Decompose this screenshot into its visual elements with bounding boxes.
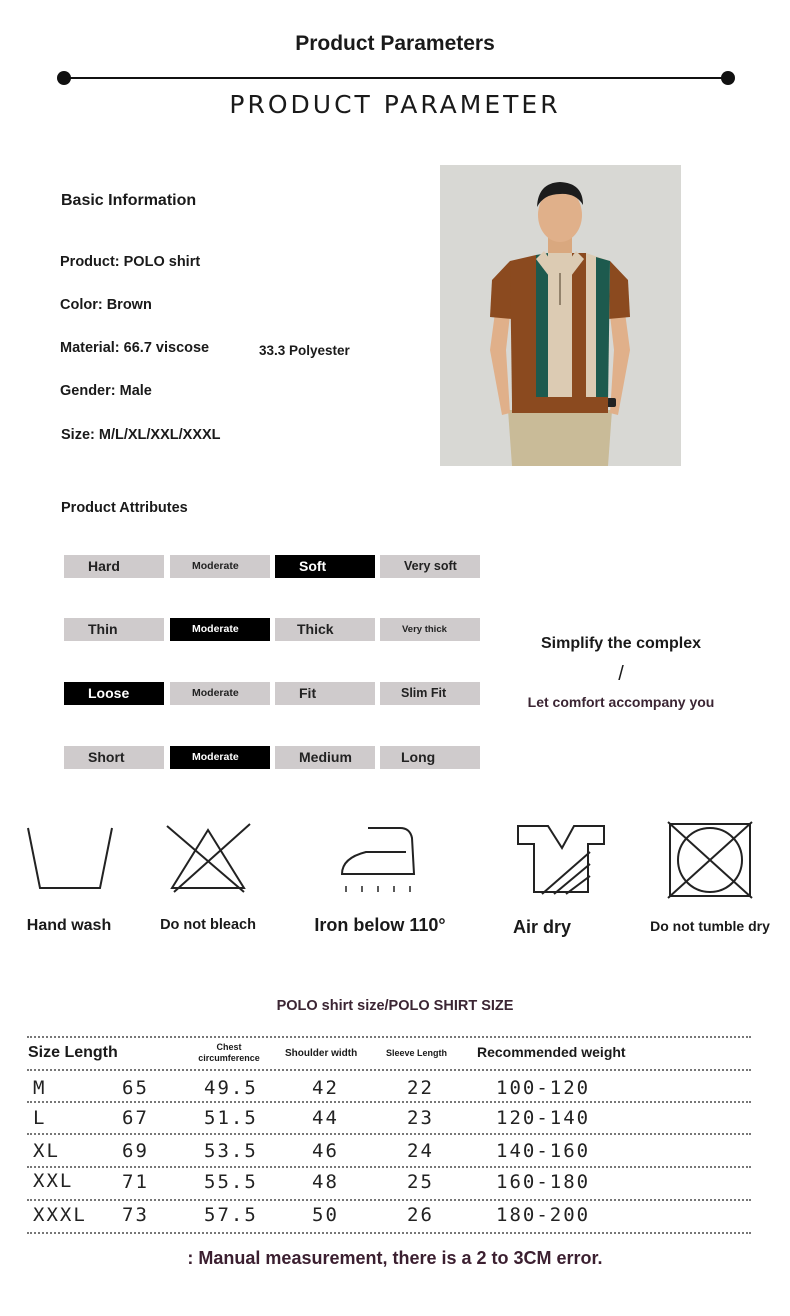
attr-medium: Medium [275, 746, 375, 769]
care-label-hand-wash: Hand wash [26, 917, 112, 934]
weight-cell: 160-180 [496, 1171, 591, 1193]
attr-short: Short [64, 746, 164, 769]
measurement-note: : Manual measurement, there is a 2 to 3CM error. [187, 1248, 603, 1268]
slogan-line-2: Let comfort accompany you [527, 694, 715, 710]
info-material: Material: 66.7 viscose [60, 340, 210, 356]
care-label-no-bleach: Do not bleach [160, 917, 256, 933]
header-shoulder: Shoulder width [285, 1048, 358, 1059]
info-material-extra: 33.3 Polyester [259, 343, 350, 358]
sleeve-cell: 26 [407, 1204, 434, 1226]
no-tumble-dry-icon [666, 820, 754, 900]
slogan-separator: / [618, 663, 624, 685]
sleeve-cell: 24 [407, 1140, 434, 1162]
chest-cell: 51.5 [204, 1107, 258, 1129]
iron-icon [340, 826, 420, 896]
chest-cell: 55.5 [204, 1171, 258, 1193]
attr-loose-selected: Loose [64, 682, 164, 705]
page-subtitle: PRODUCT PARAMETER [229, 90, 561, 119]
table-divider [27, 1166, 751, 1168]
basic-info-heading: Basic Information [61, 192, 197, 209]
weight-cell: 120-140 [496, 1107, 591, 1129]
weight-cell: 140-160 [496, 1140, 591, 1162]
shoulder-cell: 44 [312, 1107, 339, 1129]
care-label-no-tumble-dry: Do not tumble dry [650, 918, 770, 934]
attr-thick: Thick [275, 618, 375, 641]
shoulder-cell: 50 [312, 1204, 339, 1226]
hand-wash-icon [26, 826, 114, 892]
attr-long: Long [380, 746, 480, 769]
weight-cell: 180-200 [496, 1204, 591, 1226]
shoulder-cell: 46 [312, 1140, 339, 1162]
size-cell: XL [33, 1140, 60, 1162]
page-title: Product Parameters [295, 32, 495, 55]
table-divider [27, 1069, 751, 1071]
no-bleach-icon [164, 822, 252, 894]
table-divider [27, 1101, 751, 1103]
attr-moderate-selected: Moderate [170, 618, 270, 641]
header-sleeve: Sleeve Length [386, 1048, 448, 1058]
size-table-title: POLO shirt size/POLO SHIRT SIZE [276, 998, 514, 1014]
size-cell: L [33, 1107, 47, 1129]
info-product: Product: POLO shirt [60, 254, 201, 270]
table-divider [27, 1199, 751, 1201]
table-divider [27, 1232, 751, 1234]
divider-dot-left [57, 71, 71, 85]
table-divider [27, 1133, 751, 1135]
attr-soft-selected: Soft [275, 555, 375, 578]
header-size-length: Size Length [28, 1044, 118, 1061]
title-divider [64, 77, 728, 79]
size-cell: M [33, 1077, 47, 1099]
info-gender: Gender: Male [60, 383, 152, 399]
length-cell: 65 [122, 1077, 149, 1099]
info-size: Size: M/L/XL/XXL/XXXL [61, 427, 221, 443]
header-weight: Recommended weight [477, 1044, 626, 1060]
length-cell: 67 [122, 1107, 149, 1129]
attr-thin: Thin [64, 618, 164, 641]
care-label-air-dry: Air dry [512, 917, 572, 937]
length-cell: 73 [122, 1204, 149, 1226]
attr-very-thick: Very thick [380, 618, 480, 641]
sleeve-cell: 25 [407, 1171, 434, 1193]
info-color: Color: Brown [60, 297, 152, 313]
attr-moderate: Moderate [170, 555, 270, 578]
attr-moderate-selected: Moderate [170, 746, 270, 769]
product-photo [440, 165, 681, 466]
weight-cell: 100-120 [496, 1077, 591, 1099]
air-dry-icon [516, 824, 606, 898]
attr-fit: Fit [275, 682, 375, 705]
length-cell: 71 [122, 1171, 149, 1193]
chest-cell: 49.5 [204, 1077, 258, 1099]
shoulder-cell: 48 [312, 1171, 339, 1193]
size-cell: XXXL [33, 1204, 87, 1226]
header-chest: Chest circumference [198, 1042, 260, 1063]
attr-hard: Hard [64, 555, 164, 578]
care-label-iron: Iron below 110° [314, 915, 446, 935]
chest-cell: 57.5 [204, 1204, 258, 1226]
slogan-line-1: Simplify the complex [540, 635, 702, 652]
shoulder-cell: 42 [312, 1077, 339, 1099]
attr-moderate: Moderate [170, 682, 270, 705]
table-divider [27, 1036, 751, 1038]
size-cell: XXL [33, 1170, 74, 1192]
divider-dot-right [721, 71, 735, 85]
attributes-heading: Product Attributes [61, 500, 188, 516]
attr-slim-fit: Slim Fit [380, 682, 480, 705]
sleeve-cell: 23 [407, 1107, 434, 1129]
chest-cell: 53.5 [204, 1140, 258, 1162]
length-cell: 69 [122, 1140, 149, 1162]
sleeve-cell: 22 [407, 1077, 434, 1099]
attr-very-soft: Very soft [380, 555, 480, 578]
